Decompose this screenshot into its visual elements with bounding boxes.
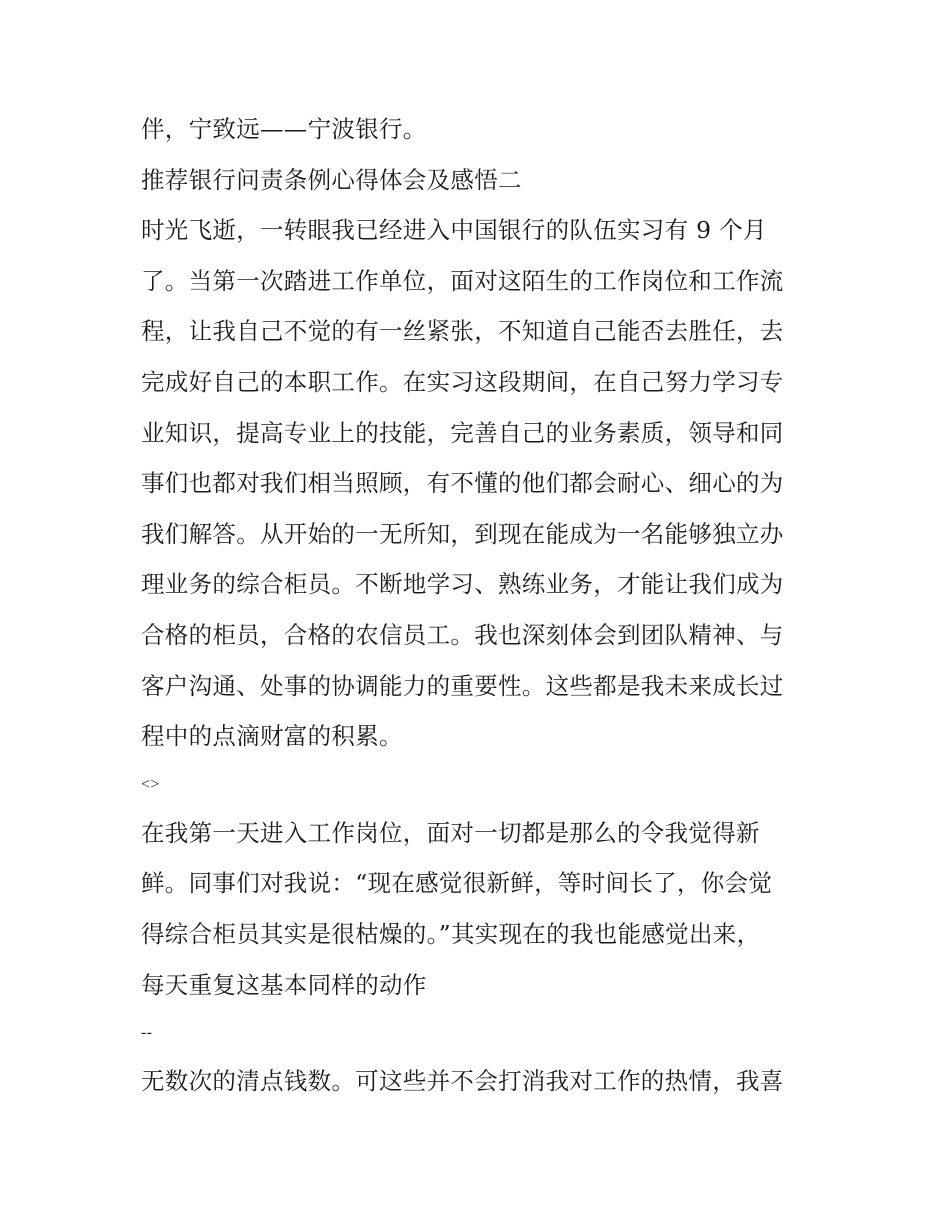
text-line: 在我第一天进入工作岗位，面对一切都是那么的令我觉得新: [141, 818, 760, 847]
text-line: 我们解答。从开始的一无所知，到现在能成为一名能够独立办: [141, 519, 784, 548]
document-body: [141, 104, 821, 1107]
text-line: 程中的点滴财富的积累。: [141, 722, 403, 751]
text-line: 理业务的综合柜员。不断地学习、熟练业务，才能让我们成为: [141, 570, 784, 599]
text-line: 时光飞逝，一转眼我已经进入中国银行的队伍实习有 9 个月: [141, 216, 767, 245]
text-line: 鲜。同事们对我说：“现在感觉很新鲜，等时间长了，你会觉: [141, 869, 773, 898]
text-marker: <>: [141, 775, 160, 793]
text-line: 完成好自己的本职工作。在实习这段期间，在自己努力学习专: [141, 367, 784, 396]
section-heading: 推荐银行问责条例心得体会及感悟二: [141, 165, 522, 194]
text-line: 每天重复这基本同样的动作: [141, 970, 427, 999]
text-line: 事们也都对我们相当照顾，有不懂的他们都会耐心、细心的为: [141, 469, 784, 498]
text-line: 得综合柜员其实是很枯燥的。”其实现在的我也能感觉出来，: [141, 919, 761, 948]
text-line: 客户沟通、处事的协调能力的重要性。这些都是我未来成长过: [141, 671, 784, 700]
text-line: 业知识，提高专业上的技能，完善自己的业务素质，领导和同: [141, 418, 784, 447]
text-line: 伴，宁致远——宁波银行。: [141, 115, 427, 143]
text-line: 无数次的清点钱数。可这些并不会打消我对工作的热情，我喜: [141, 1067, 784, 1096]
text-line: 了。当第一次踏进工作单位，面对这陌生的工作岗位和工作流: [141, 266, 784, 295]
text-line: 程，让我自己不觉的有一丝紧张，不知道自己能否去胜任，去: [141, 317, 784, 346]
text-marker: --: [141, 1024, 153, 1042]
text-line: 合格的柜员，合格的农信员工。我也深刻体会到团队精神、与: [141, 620, 784, 649]
